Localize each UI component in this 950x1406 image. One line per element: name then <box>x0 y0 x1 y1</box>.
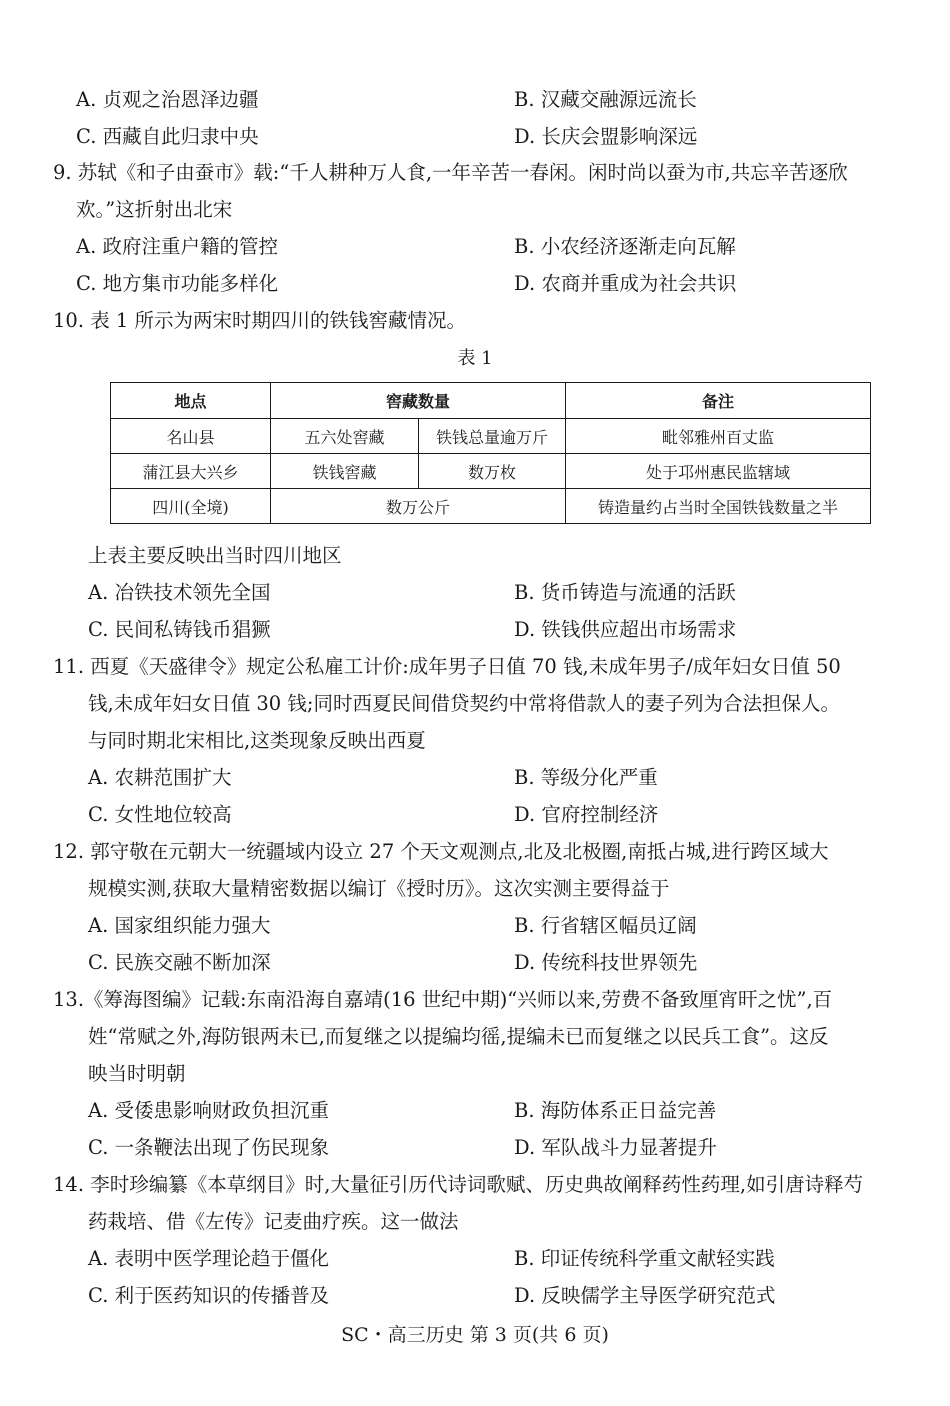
q10-option-b: B. 货币铸造与流通的活跃 <box>514 581 736 604</box>
table-row <box>111 419 871 454</box>
q11-option-b: B. 等级分化严重 <box>514 766 658 789</box>
q9-stem-line1: 9. 苏轼《和子由蚕市》载:“千人耕种万人食,一年辛苦一春闲。闲时尚以蚕为市,共忘辛苦逐欣 <box>53 161 848 184</box>
q11-stem-line3: 与同时期北宋相比,这类现象反映出西夏 <box>88 729 426 752</box>
q12-option-d: D. 传统科技世界领先 <box>514 951 698 974</box>
q13-option-c: C. 一条鞭法出现了伤民现象 <box>88 1136 330 1159</box>
table-header-row <box>111 383 871 419</box>
q12-option-b: B. 行省辖区幅员辽阔 <box>514 914 697 937</box>
table-cell: 铁钱窖藏 <box>271 454 419 489</box>
q8-option-b: B. 汉藏交融源远流长 <box>514 88 697 111</box>
table-cell: 铸造量约占当时全国铁钱数量之半 <box>566 489 871 524</box>
q11-option-a: A. 农耕范围扩大 <box>88 766 232 789</box>
table-cell: 数万枚 <box>419 454 566 489</box>
table-title: 表 1 <box>457 348 493 369</box>
q13-stem-line3: 映当时明朝 <box>88 1062 186 1085</box>
q9-stem-line2: 欢。”这折射出北宋 <box>76 198 233 221</box>
q12-stem-line2: 规模实测,获取大量精密数据以编订《授时历》。这次实测主要得益于 <box>88 877 670 900</box>
q10-option-c: C. 民间私铸钱币猖獗 <box>88 618 271 641</box>
table-row <box>111 489 871 524</box>
q8-option-d: D. 长庆会盟影响深远 <box>514 125 698 148</box>
table-cell: 铁钱总量逾万斤 <box>419 419 566 454</box>
q13-option-a: A. 受倭患影响财政负担沉重 <box>88 1099 329 1122</box>
q9-option-c: C. 地方集市功能多样化 <box>76 272 279 295</box>
q12-stem-line1: 12. 郭守敬在元朝大一统疆域内设立 27 个天文观测点,北及北极圈,南抵占城,进行跨区域大 <box>53 840 829 863</box>
q11-stem-line2: 钱,未成年妇女日值 30 钱;同时西夏民间借贷契约中常将借款人的妻子列为合法担保人。 <box>88 692 840 715</box>
q9-option-d: D. 农商并重成为社会共识 <box>514 272 737 295</box>
page-footer: SC・高三历史 第 3 页(共 6 页) <box>341 1324 609 1346</box>
q14-stem-line2: 药栽培、借《左传》记麦曲疗疾。这一做法 <box>88 1210 459 1233</box>
q11-option-c: C. 女性地位较高 <box>88 803 232 826</box>
q12-option-c: C. 民族交融不断加深 <box>88 951 271 974</box>
table-header: 备注 <box>566 383 871 419</box>
table-cell: 处于邛州惠民监辖域 <box>566 454 871 489</box>
table-cell: 名山县 <box>111 419 271 454</box>
q10-stem: 10. 表 1 所示为两宋时期四川的铁钱窖藏情况。 <box>53 309 467 332</box>
q8-option-a: A. 贞观之治恩泽边疆 <box>76 88 259 111</box>
table-row <box>111 454 871 489</box>
q10-option-d: D. 铁钱供应超出市场需求 <box>514 618 737 641</box>
q10-option-a: A. 冶铁技术领先全国 <box>88 581 271 604</box>
q14-option-d: D. 反映儒学主导医学研究范式 <box>514 1284 776 1307</box>
q12-option-a: A. 国家组织能力强大 <box>88 914 271 937</box>
q11-stem-line1: 11. 西夏《天盛律令》规定公私雇工计价:成年男子日值 70 钱,未成年男子/成年妇女日值 50 <box>53 655 841 678</box>
table-cell: 毗邻雅州百丈监 <box>566 419 871 454</box>
q14-option-a: A. 表明中医学理论趋于僵化 <box>88 1247 329 1270</box>
q14-option-c: C. 利于医药知识的传播普及 <box>88 1284 330 1307</box>
q11-option-d: D. 官府控制经济 <box>514 803 659 826</box>
table-header: 窖藏数量 <box>271 383 566 419</box>
q13-stem-line1: 13.《筹海图编》记载:东南沿海自嘉靖(16 世纪中期)“兴师以来,劳费不备致厘宵旰之忧”,百 <box>53 988 833 1011</box>
q14-option-b: B. 印证传统科学重文献轻实践 <box>514 1247 775 1270</box>
data-table <box>110 382 871 524</box>
table-cell: 五六处窖藏 <box>271 419 419 454</box>
q9-option-a: A. 政府注重户籍的管控 <box>76 235 278 258</box>
q14-stem-line1: 14. 李时珍编纂《本草纲目》时,大量征引历代诗词歌赋、历史典故阐释药性药理,如引唐诗释芍 <box>53 1173 864 1196</box>
q10-question: 上表主要反映出当时四川地区 <box>88 544 342 567</box>
q8-option-c: C. 西藏自此归隶中央 <box>76 125 259 148</box>
q13-stem-line2: 姓“常赋之外,海防银两未已,而复继之以提编均徭,提编未已而复继之以民兵工食”。这反 <box>88 1025 829 1048</box>
table-cell: 四川(全境) <box>111 489 271 524</box>
table-cell: 数万公斤 <box>271 489 566 524</box>
table-cell: 蒲江县大兴乡 <box>111 454 271 489</box>
table-header: 地点 <box>111 383 271 419</box>
q9-option-b: B. 小农经济逐渐走向瓦解 <box>514 235 736 258</box>
q13-option-d: D. 军队战斗力显著提升 <box>514 1136 717 1159</box>
q13-option-b: B. 海防体系正日益完善 <box>514 1099 717 1122</box>
